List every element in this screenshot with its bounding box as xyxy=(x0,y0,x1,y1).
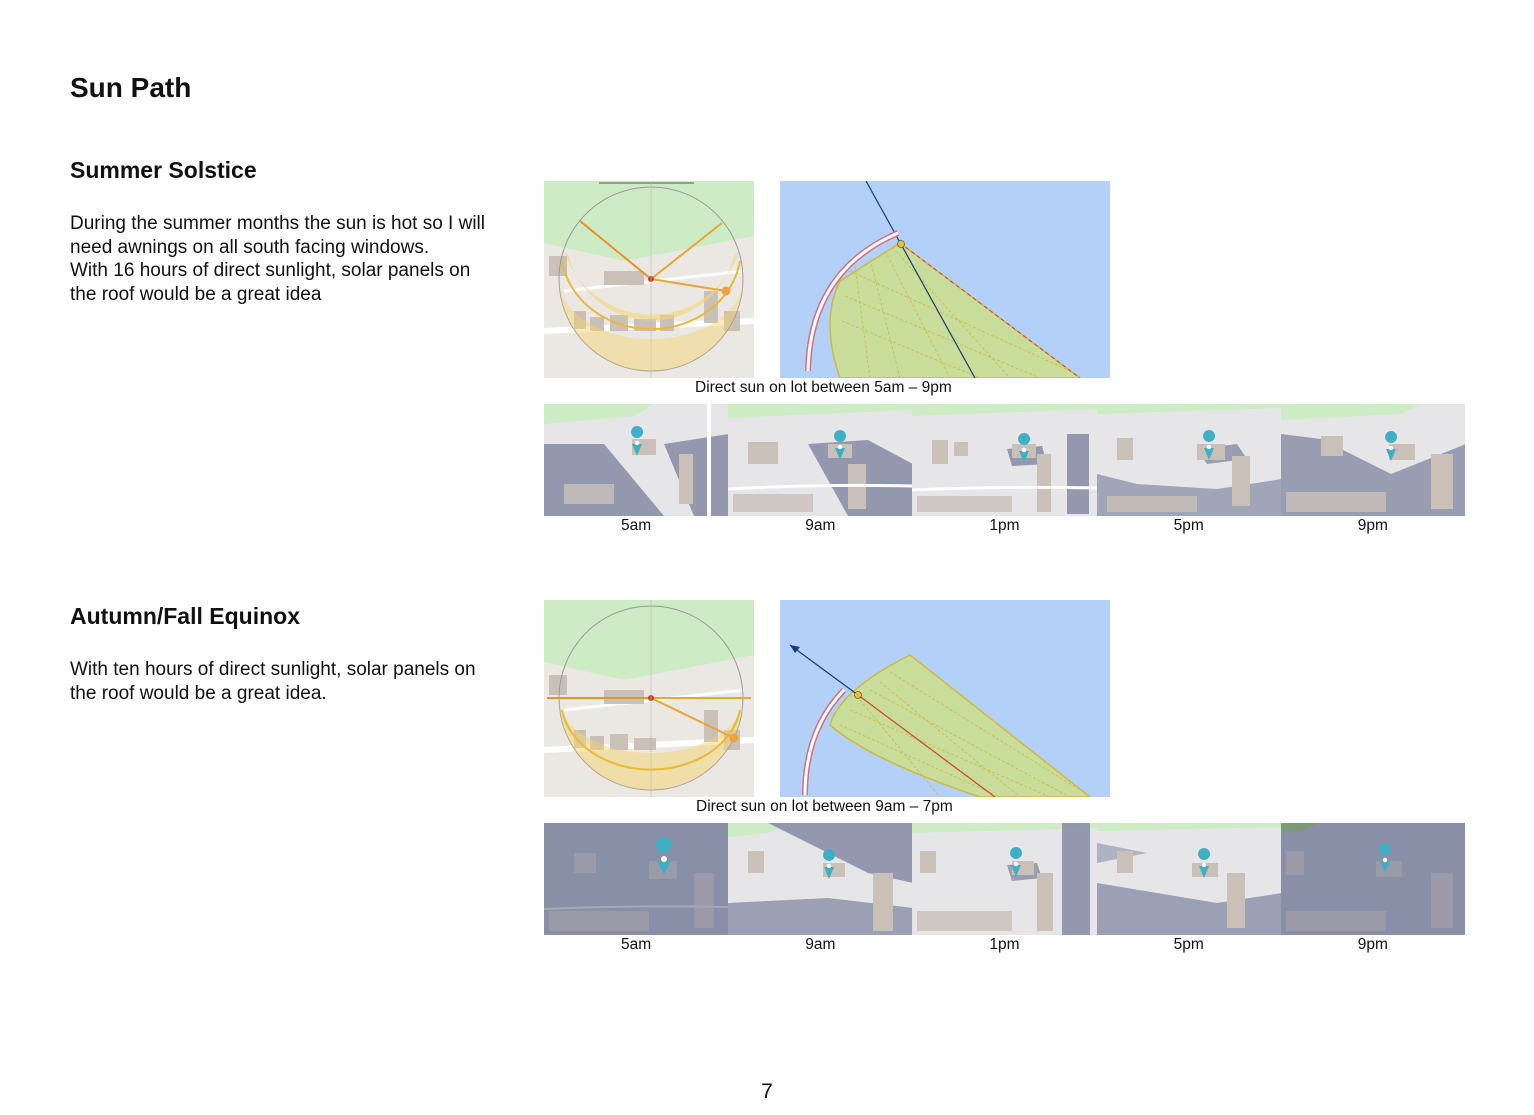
section-title-summer: Summer Solstice xyxy=(70,157,257,183)
text-line: With ten hours of direct sunlight, solar panels on xyxy=(70,659,476,680)
section-text-summer xyxy=(70,212,520,306)
text-line: During the summer months the sun is hot so I will xyxy=(70,213,486,234)
sun-path-map-autumn xyxy=(544,600,754,797)
text-line: the roof would be a great idea. xyxy=(70,682,327,704)
time-label: 9am xyxy=(805,517,836,534)
time-label: 5am xyxy=(621,517,652,534)
sun-elevation-diagram-summer xyxy=(780,181,1110,378)
shadow-tile-9am xyxy=(728,404,912,516)
text-line: the roof would be a great idea xyxy=(70,283,322,305)
time-label: 9pm xyxy=(1357,936,1388,953)
text-line: need awnings on all south facing windows. xyxy=(70,236,430,258)
shadow-strip-summer xyxy=(544,404,1465,516)
shadow-tile-5pm xyxy=(1097,823,1281,935)
shadow-tile-9am xyxy=(728,823,912,935)
shadow-tile-9pm xyxy=(1281,823,1465,935)
page-number: 7 xyxy=(761,1080,773,1103)
shadow-tile-9pm xyxy=(1281,404,1465,516)
shadow-tile-5pm xyxy=(1097,404,1281,516)
page-title: Sun Path xyxy=(70,72,192,103)
sun-elevation-diagram-autumn xyxy=(780,600,1110,797)
section-text-autumn xyxy=(70,658,520,705)
shadow-strip-autumn xyxy=(544,823,1465,935)
section-title-autumn: Autumn/Fall Equinox xyxy=(70,603,300,629)
time-label: 5pm xyxy=(1173,936,1204,953)
time-label: 1pm xyxy=(989,936,1020,953)
text-line: With 16 hours of direct sunlight, solar panels on xyxy=(70,260,471,281)
shadow-tile-5am xyxy=(544,404,728,516)
time-label: 9am xyxy=(805,936,836,953)
time-label: 5pm xyxy=(1173,517,1204,534)
caption-summer: Direct sun on lot between 5am – 9pm xyxy=(695,379,952,396)
shadow-tile-1pm xyxy=(912,823,1096,935)
shadow-tile-5am xyxy=(544,823,728,935)
time-label: 9pm xyxy=(1357,517,1388,534)
time-label: 1pm xyxy=(989,517,1020,534)
sun-path-map-summer xyxy=(544,181,754,378)
time-labels-autumn xyxy=(544,936,1465,954)
time-label: 5am xyxy=(621,936,652,953)
time-labels-summer xyxy=(544,517,1465,535)
caption-autumn: Direct sun on lot between 9am – 7pm xyxy=(696,798,953,815)
shadow-tile-1pm xyxy=(912,404,1096,516)
